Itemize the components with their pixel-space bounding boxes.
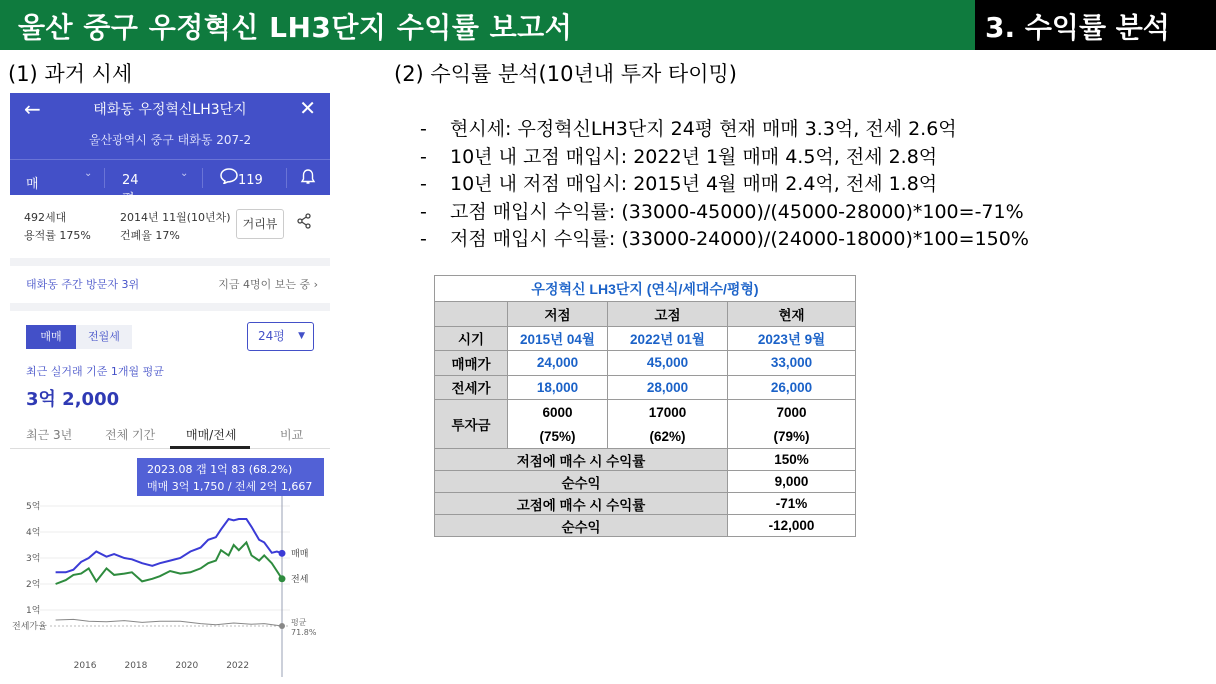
bullet-current: - 현시세: 우정혁신LH3단지 24평 현재 매매 3.3억, 전세 2.6억: [420, 118, 957, 140]
active-tab-indicator: [170, 446, 250, 449]
invest-peak: 17000: [608, 400, 728, 425]
header-tabs: [10, 163, 330, 211]
trade-end-dot: [279, 550, 286, 557]
app-header: [10, 93, 330, 211]
section-title: 3. 수익률 분석: [985, 11, 1170, 44]
tooltip-gap: 2023.08 갭 1억 83 (68.2%): [147, 463, 293, 476]
ratio-avg-label: 평균: [291, 618, 307, 627]
series-line-ratio: [56, 619, 282, 626]
returns-table: [434, 275, 856, 537]
price-history-chart[interactable]: [10, 496, 330, 677]
households: 492세대: [24, 211, 67, 224]
section-box: [975, 0, 1216, 50]
back-arrow-icon[interactable]: ←: [24, 97, 41, 121]
trade-peak: 45,000: [608, 351, 728, 376]
table-title: 우정혁신 LH3단지 (연식/세대수/평형): [435, 276, 856, 302]
header-divider: [10, 159, 330, 160]
period-low: 2015년 04월: [508, 326, 608, 351]
invest-ratio-peak: (62%): [608, 424, 728, 449]
recent-price-value: 3억 2,000: [26, 389, 120, 410]
rent-now: 26,000: [728, 375, 856, 400]
street-view-button[interactable]: 거리뷰: [236, 209, 284, 239]
past-price-caption: (1) 과거 시세: [8, 62, 133, 86]
y-tick-label: 2억: [26, 580, 41, 590]
invest-ratio-low: (75%): [508, 424, 608, 449]
trade-now: 33,000: [728, 351, 856, 376]
col-header-now: 현재: [728, 302, 856, 327]
tab-recent-3y[interactable]: 최근 3년: [26, 428, 73, 442]
summary-label-low-return: 저점에 매수 시 수익률: [435, 449, 728, 471]
row-label-invest: 투자금: [435, 400, 508, 449]
tooltip-prices: 매매 3억 1,750 / 전세 2억 1,667: [147, 480, 313, 493]
close-icon[interactable]: ✕: [299, 96, 316, 120]
trade-toggle-button[interactable]: 매매: [26, 325, 76, 349]
bullet-peak: - 10년 내 고점 매입시: 2022년 1월 매매 4.5억, 전세 2.8억: [420, 145, 938, 168]
trade-type-label: 매매: [26, 177, 39, 211]
rent-peak: 28,000: [608, 375, 728, 400]
visitor-rank[interactable]: 태화동 주간 방문자 3위: [26, 278, 140, 291]
rent-end-label: 전세: [291, 574, 309, 585]
bell-icon[interactable]: [300, 168, 316, 190]
current-viewers[interactable]: 지금 4명이 보는 중 ›: [218, 278, 318, 291]
summary-value-low-return: 150%: [728, 449, 856, 471]
size-label: 24평: [122, 173, 139, 207]
divider: [286, 168, 287, 188]
share-icon[interactable]: [296, 213, 312, 233]
divider: [10, 258, 330, 266]
col-header-peak: 고점: [608, 302, 728, 327]
y-tick-label: 4억: [26, 528, 41, 538]
built-date: 2014년 11월(10년차): [120, 211, 231, 224]
trade-end-label: 매매: [291, 549, 309, 560]
rent-toggle-button[interactable]: 전월세: [76, 325, 132, 349]
ratio-axis-label: 전세가율: [12, 622, 47, 632]
bullet-low: - 10년 내 저점 매입시: 2015년 4월 매매 2.4억, 전세 1.8억: [420, 173, 938, 195]
summary-label-low-profit: 순수익: [435, 471, 728, 493]
bullet-low-return: - 저점 매입시 수익률: (33000-24000)/(24000-18000)*100=150%: [420, 228, 1029, 250]
tab-compare[interactable]: 비교: [280, 428, 304, 442]
y-tick-label: 5억: [26, 502, 41, 512]
rent-end-dot: [279, 575, 286, 582]
tab-trade-rent[interactable]: 매매/전세: [186, 428, 237, 442]
trade-low: 24,000: [508, 351, 608, 376]
analysis-bullet-list: [420, 116, 1029, 254]
recent-price-label: 최근 실거래 기준 1개월 평균: [26, 365, 164, 378]
ratio-end-dot: [279, 623, 285, 629]
row-label-trade: 매매가: [435, 351, 508, 376]
summary-value-peak-profit: -12,000: [728, 515, 856, 537]
x-tick-label: 2016: [73, 661, 97, 671]
row-label-rent: 전세가: [435, 375, 508, 400]
size-select-value: 24평: [258, 329, 285, 343]
complex-title: 태화동 우정혁신LH3단지: [93, 102, 247, 118]
x-tick-label: 2020: [175, 661, 199, 671]
tab-all-period[interactable]: 전체 기간: [105, 428, 156, 442]
summary-label-peak-return: 고점에 매수 시 수익률: [435, 493, 728, 515]
bullet-peak-return: - 고점 매입시 수익률: (33000-45000)/(45000-28000)*100=-71%: [420, 200, 1024, 223]
size-select[interactable]: [247, 322, 314, 351]
chevron-down-icon: ⌄: [84, 168, 93, 179]
real-estate-app-screen: [10, 93, 330, 677]
period-peak: 2022년 01월: [608, 326, 728, 351]
chevron-down-icon: ⌄: [180, 168, 189, 179]
divider: [104, 168, 105, 188]
coverage-ratio: 건폐율 17%: [120, 229, 180, 242]
complex-address: 울산광역시 중구 태화동 207-2: [88, 133, 252, 147]
row-label-period: 시기: [435, 326, 508, 351]
invest-ratio-now: (79%): [728, 424, 856, 449]
col-header-low: 저점: [508, 302, 608, 327]
comments-button[interactable]: [220, 168, 263, 188]
report-title: 울산 중구 우정혁신 LH3단지 수익률 보고서: [18, 11, 573, 44]
analysis-caption: (2) 수익률 분석(10년내 투자 타이밍): [394, 62, 737, 86]
chart-tooltip: [137, 458, 324, 496]
invest-now: 7000: [728, 400, 856, 425]
y-tick-label: 3억: [26, 554, 41, 564]
report-banner: [0, 0, 975, 50]
comment-icon: [220, 168, 238, 184]
corner-cell: [435, 302, 508, 327]
summary-value-peak-return: -71%: [728, 493, 856, 515]
summary-label-peak-profit: 순수익: [435, 515, 728, 537]
x-tick-label: 2022: [226, 661, 250, 671]
series-line-rent: [56, 542, 282, 584]
rent-low: 18,000: [508, 375, 608, 400]
caret-down-icon: ▼: [298, 331, 305, 341]
comment-count: 119: [238, 173, 263, 188]
y-tick-label: 1억: [26, 606, 41, 616]
summary-value-low-profit: 9,000: [728, 471, 856, 493]
period-now: 2023년 9월: [728, 326, 856, 351]
x-tick-label: 2018: [124, 661, 148, 671]
divider: [202, 168, 203, 188]
divider: [10, 303, 330, 311]
ratio-value-label: 71.8%: [291, 628, 317, 637]
invest-low: 6000: [508, 400, 608, 425]
floor-area-ratio: 용적률 175%: [24, 229, 91, 242]
